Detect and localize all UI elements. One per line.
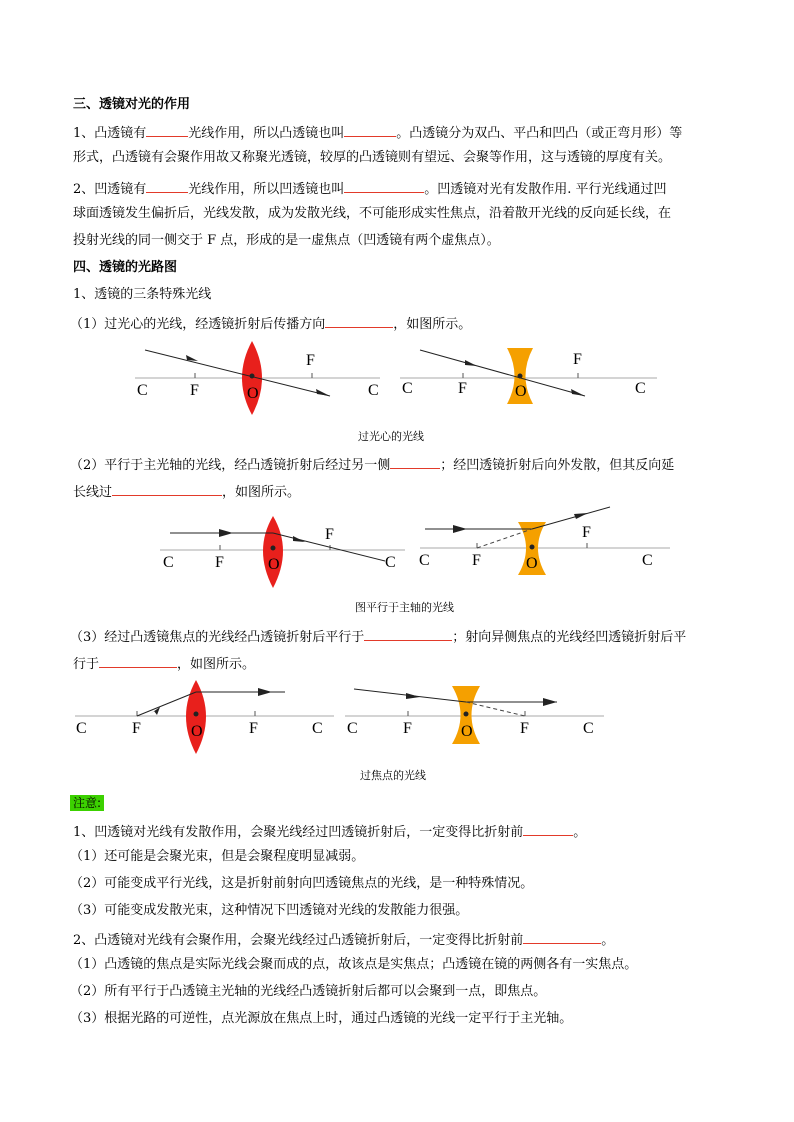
label-f: F <box>306 352 315 369</box>
label-o: O <box>461 723 473 740</box>
answer-blank[interactable] <box>364 627 452 641</box>
text-segment: 光线作用，所以凹透镜也叫 <box>188 182 345 197</box>
section-heading-3: 三、透镜对光的作用 <box>73 97 191 112</box>
text-segment: （1）过光心的光线，经透镜折射后传播方向 <box>70 317 326 332</box>
label-f: F <box>520 720 529 737</box>
label-f: F <box>472 552 481 569</box>
text-line <box>73 123 682 142</box>
convex-lens <box>186 680 206 754</box>
text-segment: 1、凸透镜有 <box>73 126 147 141</box>
label-f: F <box>325 526 334 543</box>
section-heading-4: 四、透镜的光路图 <box>73 260 178 275</box>
text-segment: 。凹透镜对光有发散作用. 平行光线通过凹 <box>424 182 667 197</box>
label-f: F <box>132 720 141 737</box>
label-c: C <box>137 382 148 399</box>
label-o: O <box>268 556 280 573</box>
label-c: C <box>385 554 396 571</box>
label-c: C <box>312 720 323 737</box>
text-segment: ，如图所示。 <box>222 485 301 500</box>
text-line: （3）根据光路的可逆性，点光源放在焦点上时，通过凸透镜的光线一定平行于主光轴。 <box>70 1011 573 1026</box>
label-o: O <box>526 555 538 572</box>
text-segment: 。 <box>601 933 615 948</box>
text-line: 形式，凸透镜有会聚作用故又称聚光透镜，较厚的凸透镜则有望远、会聚等作用，这与透镜的厚度有关。 <box>73 150 672 165</box>
label-c: C <box>642 552 653 569</box>
text-line: （2）所有平行于凸透镜主光轴的光线经凸透镜折射后都可以会聚到一点，即焦点。 <box>70 984 547 999</box>
text-segment: 2、凹透镜有 <box>73 182 147 197</box>
label-f: F <box>582 524 591 541</box>
text-segment: （2）平行于主光轴的光线，经凸透镜折射后经过另一侧 <box>70 458 391 473</box>
figure-caption: 图平行于主轴的光线 <box>355 601 454 614</box>
convex-lens <box>263 516 283 588</box>
text-line: （2）可能变成平行光线，这是折射前射向凹透镜焦点的光线，是一种特殊情况。 <box>70 876 534 891</box>
label-o: O <box>191 723 203 740</box>
label-f: F <box>458 380 467 397</box>
label-f: F <box>403 720 412 737</box>
text-line: （1）凸透镜的焦点是实际光线会聚而成的点，故该点是实焦点；凸透镜在镜的两侧各有一实焦点。 <box>70 957 638 972</box>
label-f: F <box>249 720 258 737</box>
answer-blank[interactable] <box>99 654 177 668</box>
answer-blank[interactable] <box>344 179 424 193</box>
diagram-convex-parallel-ray <box>155 512 410 594</box>
text-segment: 1、凹透镜对光线有发散作用，会聚光线经过凹透镜折射后，一定变得比折射前 <box>73 825 524 840</box>
diagram-concave-center-ray <box>395 338 665 418</box>
text-segment: ，如图所示。 <box>177 657 256 672</box>
text-line <box>73 482 300 501</box>
text-line: 投射光线的同一侧交于 F 点，形成的是一虚焦点（凹透镜有两个虚焦点）。 <box>73 233 500 248</box>
answer-blank[interactable] <box>325 314 393 328</box>
answer-blank[interactable] <box>523 930 601 944</box>
text-line: （1）还可能是会聚光束，但是会聚程度明显减弱。 <box>70 849 365 864</box>
text-segment: ，如图所示。 <box>393 317 472 332</box>
note-tag: 注意: <box>70 795 104 811</box>
diagram-convex-center-ray <box>130 338 390 418</box>
label-o: O <box>515 383 527 400</box>
text-segment: （3）经过凸透镜焦点的光线经凸透镜折射后平行于 <box>70 630 365 645</box>
figure-caption: 过焦点的光线 <box>360 769 426 782</box>
diagram-concave-parallel-ray <box>415 505 675 590</box>
label-c: C <box>76 720 87 737</box>
text-segment: ；经凹透镜折射后向外发散，但其反向延 <box>440 458 675 473</box>
text-segment: 2、凸透镜对光线有会聚作用，会聚光线经过凸透镜折射后，一定变得比折射前 <box>73 933 524 948</box>
label-c: C <box>402 380 413 397</box>
text-line <box>70 627 686 646</box>
label-c: C <box>163 554 174 571</box>
answer-blank[interactable] <box>146 123 188 137</box>
label-c: C <box>635 380 646 397</box>
text-line: 球面透镜发生偏折后，光线发散，成为发散光线，不可能形成实性焦点，沿着散开光线的反向延长线，在 <box>73 206 672 221</box>
figure-caption: 过光心的光线 <box>358 430 424 443</box>
diagram-concave-focus-ray <box>342 680 607 762</box>
text-segment: 行于 <box>73 657 100 672</box>
text-segment: ；射向异侧焦点的光线经凹透镜折射后平 <box>452 630 687 645</box>
label-f: F <box>215 554 224 571</box>
text-line <box>73 654 255 673</box>
text-segment: 长线过 <box>73 485 113 500</box>
label-c: C <box>347 720 358 737</box>
answer-blank[interactable] <box>344 123 396 137</box>
text-line <box>73 930 614 949</box>
label-c: C <box>419 552 430 569</box>
text-line <box>70 314 471 333</box>
text-line: （3）可能变成发散光束，这种情况下凹透镜对光线的发散能力很强。 <box>70 903 469 918</box>
label-f: F <box>190 382 199 399</box>
subheading: 1、透镜的三条特殊光线 <box>73 287 212 302</box>
label-f: F <box>573 351 582 368</box>
answer-blank[interactable] <box>112 482 222 496</box>
label-c: C <box>583 720 594 737</box>
answer-blank[interactable] <box>390 455 440 469</box>
answer-blank[interactable] <box>146 179 188 193</box>
text-line <box>73 179 667 198</box>
label-o: O <box>247 385 259 402</box>
diagram-convex-focus-ray <box>72 674 342 759</box>
text-line <box>73 822 586 841</box>
text-segment: 光线作用，所以凸透镜也叫 <box>188 126 345 141</box>
text-segment: 。凸透镜分为双凸、平凸和凹凸（或正弯月形）等 <box>396 126 683 141</box>
answer-blank[interactable] <box>523 822 573 836</box>
text-segment: 。 <box>573 825 587 840</box>
label-c: C <box>368 382 379 399</box>
text-line <box>70 455 674 474</box>
